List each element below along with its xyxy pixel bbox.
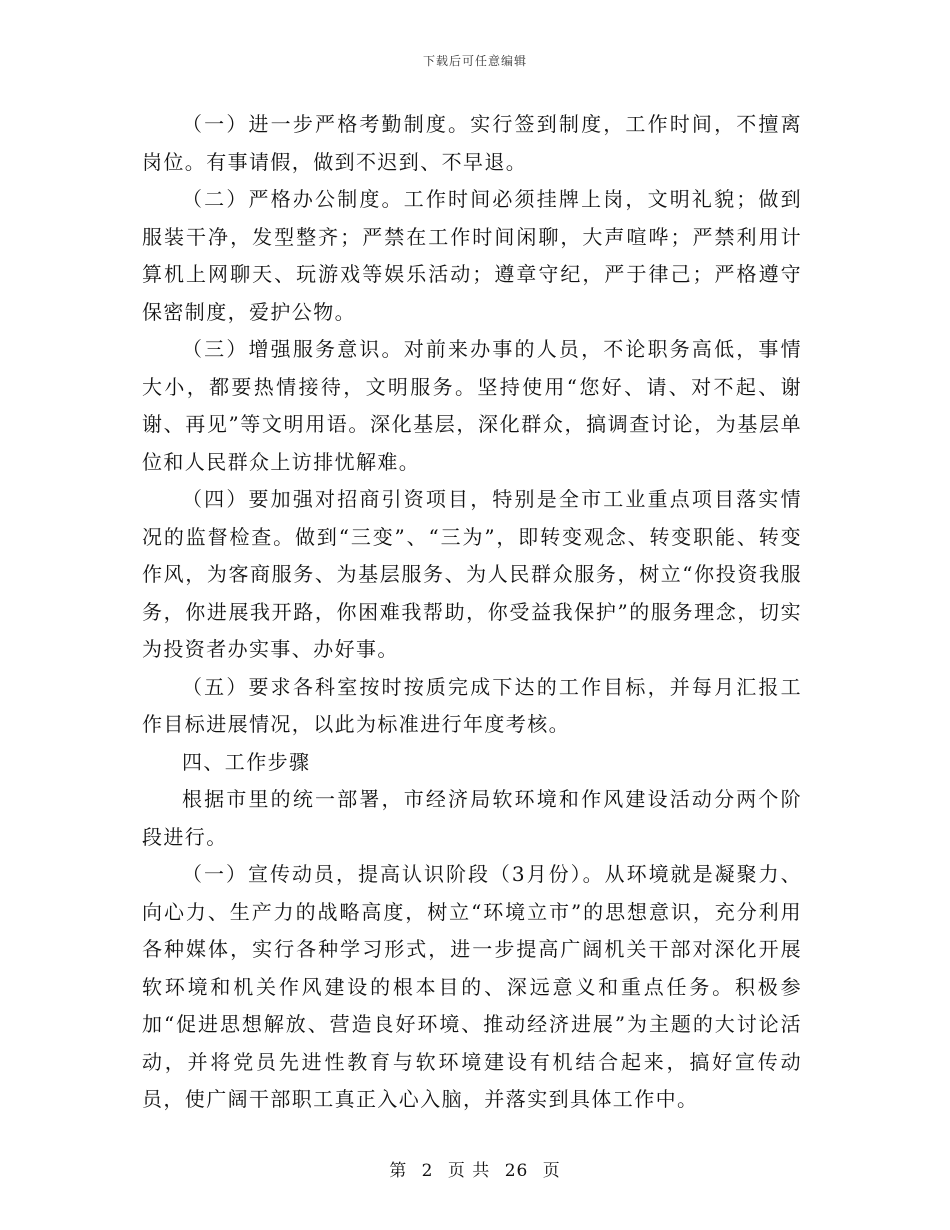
paragraph-investment-supervision: （四）要加强对招商引资项目，特别是全市工业重点项目落实情况的监督检查。做到“三变”、“三为”，即转变观念、转变职能、转变作风，为客商服务、为基层服务、为人民群众服务，树立“你投资我服务，你进展我开路，你困难我帮助，你受益我保护”的服务理念，切实为投资者办实事、办好事。 [142,487,802,661]
page-footer [0,1156,950,1181]
paragraph-work-targets: （五）要求各科室按时按质完成下达的工作目标，并每月汇报工作目标进展情况，以此为标准进行年度考核。 [142,674,802,736]
paragraph-publicity-stage: （一）宣传动员，提高认识阶段（3月份）。从环境就是凝聚力、向心力、生产力的战略高度，树立“环境立市”的思想意识，充分利用各种媒体，实行各种学习形式，进一步提高广阔机关干部对深化开展软环境和机关作风建设的根本目的、深远意义和重点任务。积极参加“促进思想解放、营造良好环境、推动经济进展”为主题的大讨论活动，并将党员先进性教育与软环境建设有机结合起来，搞好宣传动员，使广阔干部职工真正入心入脑，并落实到具体工作中。 [142,862,802,1111]
footer-suffix: 页 [542,1161,561,1181]
page-header: 下载后可任意编辑 [422,54,527,68]
paragraph-stages-intro: 根据市里的统一部署，市经济局软环境和作风建设活动分两个阶段进行。 [142,787,802,849]
footer-page-number: 2 [421,1161,434,1181]
footer-prefix: 第 [389,1161,408,1181]
paragraph-service-awareness: （三）增强服务意识。对前来办事的人员，不论职务高低，事情大小，都要热情接待，文明服务。坚持使用“您好、请、对不起、谢谢、再见”等文明用语。深化基层，深化群众，搞调查讨论，为基层单位和人民群众上访排忧解难。 [142,337,802,474]
paragraph-office-rules: （二）严格办公制度。工作时间必须挂牌上岗，文明礼貌；做到服装干净，发型整齐；严禁在工作时间闲聊，大声喧哗；严禁利用计算机上网聊天、玩游戏等娱乐活动；遵章守纪，严于律己；严格遵守保密制度，爱护公物。 [142,187,802,324]
document-body [142,106,802,1119]
footer-middle: 页 共 [447,1161,491,1181]
footer-total-pages: 26 [504,1161,529,1181]
paragraph-attendance: （一）进一步严格考勤制度。实行签到制度，工作时间，不擅离岗位。有事请假，做到不迟到、不早退。 [142,112,802,174]
section-heading-work-steps: 四、工作步骤 [182,749,311,774]
